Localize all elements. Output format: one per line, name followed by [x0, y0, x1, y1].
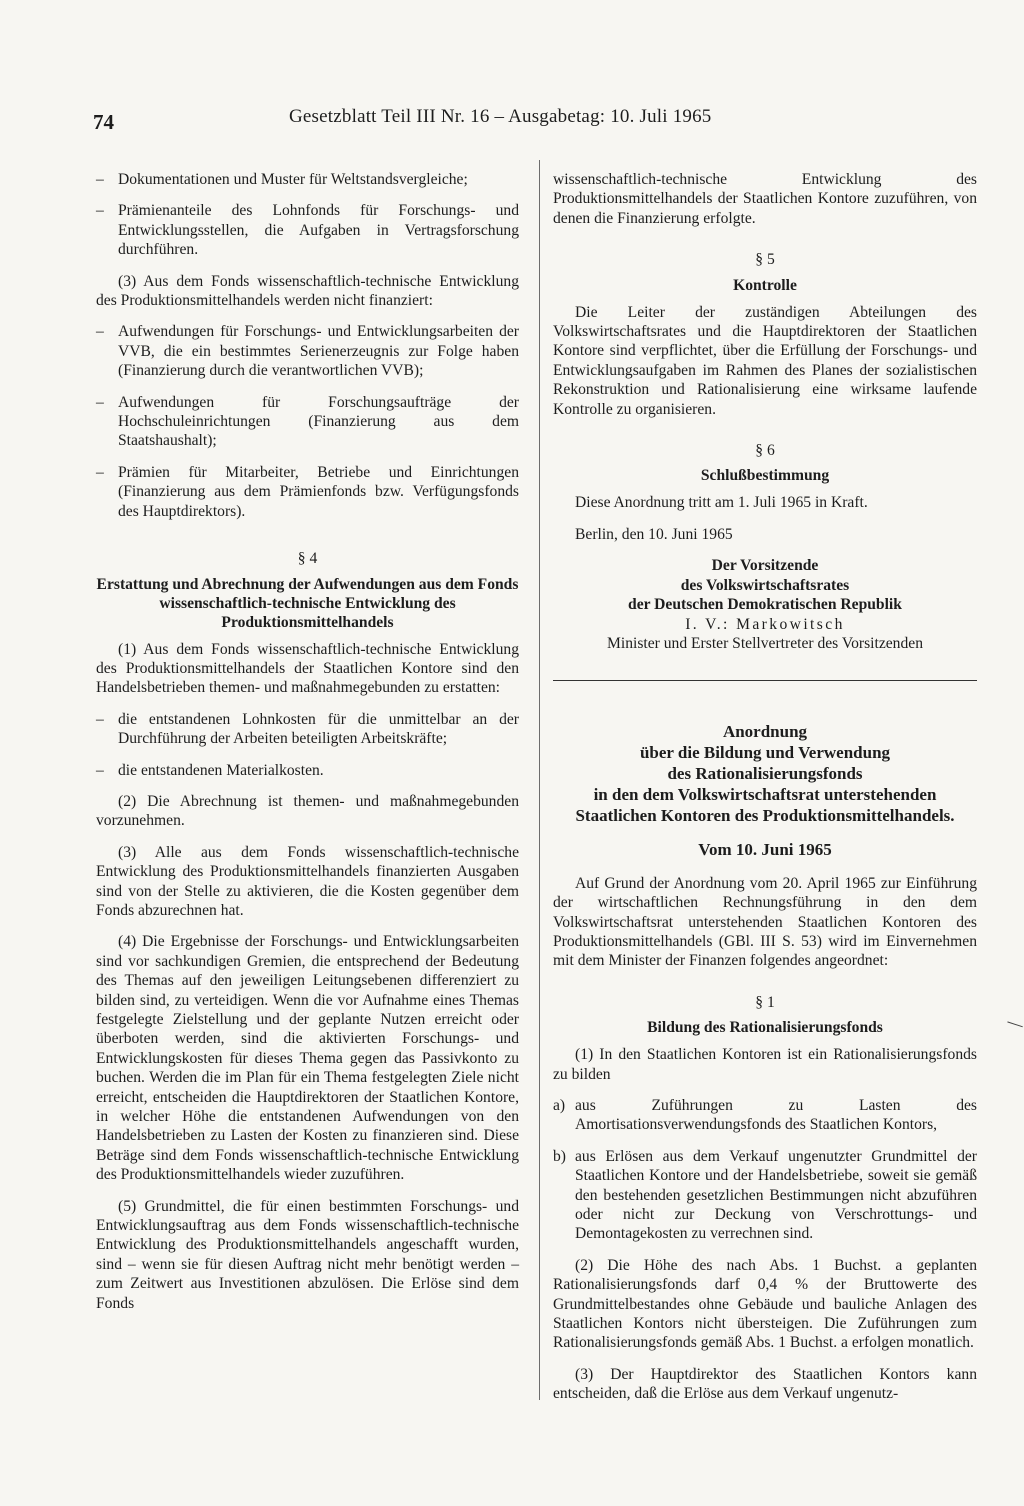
signature-block: [553, 556, 977, 653]
list-item: b) aus Erlösen aus dem Verkauf ungenutzter Grundmittel der Staatlichen Kontore und der Handelsbetriebe, soweit sie gemäß den bestehenden gesetzlichen Bestimmungen nicht abzuführen oder nicht zur Deckung von Verschrottungs- und Demontagekosten zu verrechnen sind.: [553, 1147, 977, 1243]
column-divider: [539, 160, 540, 1400]
section-heading: Erstattung und Abrechnung der Aufwendungen aus dem Fonds wissenschaftlich-technische Entwicklung des Produktionsmittelhandels: [96, 575, 519, 631]
list-item: a) aus Zuführungen zu Lasten des Amortisationsverwendungsfonds des Staatlichen Kontors,: [553, 1096, 977, 1134]
section-heading: Schlußbestimmung: [700, 467, 830, 485]
paragraph: wissenschaftlich-technische Entwicklung des Produktionsmittelhandels der Staatlichen Kontore zuzuführen, von denen die Finanzierung erfolgte.: [553, 171, 977, 227]
signatory-title: der Deutschen Demokratischen Republik: [628, 596, 902, 614]
paragraph: (3) Alle aus dem Fonds wissenschaftlich-technische Entwicklung des Produktionsmittelhandels finanzierten Ausgaben sind von der Stelle zu aktivieren, die die Kosten gegenüber dem Fonds abzurechnen hat.: [96, 843, 519, 919]
list-item: – Aufwendungen für Forschungs- und Entwicklungsarbeiten der VVB, die ein bestimmtes Serienerzeugnis zur Folge haben (Finanzierung durch die verantwortlichen VVB);: [96, 323, 519, 380]
paragraph: (3) Der Hauptdirektor des Staatlichen Kontors kann entscheiden, daß die Erlöse aus dem Verkauf ungenutz-: [553, 1365, 977, 1403]
section-heading: Bildung des Rationalisierungsfonds: [647, 1019, 883, 1037]
list-item: – die entstandenen Lohnkosten für die unmittelbar an der Durchführung der Arbeiten beteiligten Arbeitskräfte;: [96, 710, 519, 748]
paragraph: (5) Grundmittel, die für einen bestimmten Forschungs- und Entwicklungsauftrag aus dem Fonds wissenschaftlich-technische Entwicklung des Produktionsmittelhandels angeschafft wurden, sind – wenn sie für diesen Auftrag nicht mehr benötigt werden – zum Zeitwert aus Investitionen abzulösen. Die Erlöse sind dem Fonds: [96, 1197, 519, 1312]
paragraph: Diese Anordnung tritt am 1. Juli 1965 in Kraft.: [575, 494, 868, 512]
paragraph: (1) Aus dem Fonds wissenschaftlich-technische Entwicklung des Produktionsmittelhandels der Staatlichen Kontore sind den Handelsbetrieben themen- und maßnahmegebunden zu erstatten:: [96, 640, 519, 697]
running-head: Gesetzblatt Teil III Nr. 16 – Ausgabetag: 10. Juli 1965: [289, 106, 712, 127]
section-mark: § 5: [755, 251, 775, 269]
section-mark: § 6: [755, 442, 775, 460]
paragraph: (2) Die Höhe des nach Abs. 1 Buchst. a geplanten Rationalisierungsfonds darf 0,4 % der Bruttowerte des Grundmittelbestandes ohne Gebäude und bauliche Anlagen des Staatlichen Kontors nicht übersteigen. Die Zuführungen zum Rationalisierungsfonds gemäß Abs. 1 Buchst. a erfolgen monatlich.: [553, 1256, 977, 1352]
paragraph: (1) In den Staatlichen Kontoren ist ein Rationalisierungsfonds zu bilden: [553, 1046, 977, 1083]
signatory-role: Minister und Erster Stellvertreter des Vorsitzenden: [607, 634, 923, 652]
paragraph: (4) Die Ergebnisse der Forschungs- und Entwicklungsarbeiten sind vor sachkundigen Gremien, die entsprechend der Bedeutung des Themas auf den jeweiligen Leitungsebenen differenziert zu bilden sind, zu verteidigen. Wenn die vor Aufnahme eines Themas festgelegte Zielstellung und der geplante Nutzen erreicht oder überboten werden, sind die aktivierten Forschungs- und Entwicklungskosten für dieses Thema gegen das Passivkonto zu buchen. Werden die im Plan für ein Thema festgelegten Ziele nicht erreicht, entscheiden die Hauptdirektoren der Staatlichen Kontore, in welcher Höhe die entstandenen Aufwendungen von den Handelsbetrieben zu Lasten der Kosten zu finanzieren sind. Diese Beträge sind dem Fonds wissenschaftlich-technische Entwicklung des Produktionsmittelhandels wieder zuzuführen.: [96, 933, 519, 1184]
margin-mark: [1007, 1016, 1024, 1028]
list-item: – Aufwendungen für Forschungsaufträge der Hochschuleinrichtungen (Finanzierung aus dem Staatshaushalt);: [96, 393, 519, 450]
list-item: – Dokumentationen und Muster für Weltstandsvergleiche;: [96, 171, 468, 188]
paragraph: Die Leiter der zuständigen Abteilungen des Volkswirtschaftsrates und die Hauptdirektoren der Staatlichen Kontore sind verpflichtet, über die Erfüllung der Forschungs- und Entwicklungsaufgaben im Rahmen des Planes der sozialistischen Rekonstruktion und Rationalisierung eine wirksame laufende Kontrolle zu organisieren.: [553, 303, 977, 418]
signatory-title: des Volkswirtschaftsrates: [680, 576, 850, 594]
signatory-name: I. V.: Markowitsch: [685, 615, 845, 633]
ordinance-date: Vom 10. Juni 1965: [698, 840, 832, 860]
place-date: Berlin, den 10. Juni 1965: [575, 525, 733, 543]
left-column: [96, 170, 519, 1325]
list-item: – Prämienanteile des Lohnfonds für Forschungs- und Entwicklungsstellen, die Aufgaben in Vertragsforschung durchführen.: [96, 202, 519, 259]
section-mark: § 1: [755, 993, 775, 1011]
ordinance-separator: [553, 680, 977, 681]
right-column: [553, 170, 977, 1416]
section-mark: § 4: [297, 550, 318, 568]
list-item: – die entstandenen Materialkosten.: [96, 761, 324, 779]
list-item: – Prämien für Mitarbeiter, Betriebe und Einrichtungen (Finanzierung aus dem Prämienfonds bzw. Verfügungsfonds des Hauptdirektors).: [96, 463, 519, 520]
page-number: 74: [93, 110, 114, 134]
signatory-title: Der Vorsitzende: [711, 557, 819, 575]
paragraph: Auf Grund der Anordnung vom 20. April 1965 zur Einführung der wirtschaftlichen Rechnungsführung in den dem Volkswirtschaftsrat unterstehenden Staatlichen Kontoren des Produktionsmittelhandels (GBl. III S. 53) wird im Einvernehmen mit dem Minister der Finanzen folgendes angeordnet:: [553, 874, 977, 970]
section-heading: Kontrolle: [733, 276, 797, 294]
paragraph: (2) Die Abrechnung ist themen- und maßnahmegebunden vorzunehmen.: [96, 792, 519, 830]
ordinance-title: Anordnung über die Bildung und Verwendung des Rationalisierungsfonds in den dem Volkswirtschaftsrat unterstehenden Staatlichen Kontoren des Produktionsmittelhandels.: [575, 722, 955, 826]
paragraph: (3) Aus dem Fonds wissenschaftlich-technische Entwicklung des Produktionsmittelhandels werden nicht finanziert:: [96, 272, 519, 310]
